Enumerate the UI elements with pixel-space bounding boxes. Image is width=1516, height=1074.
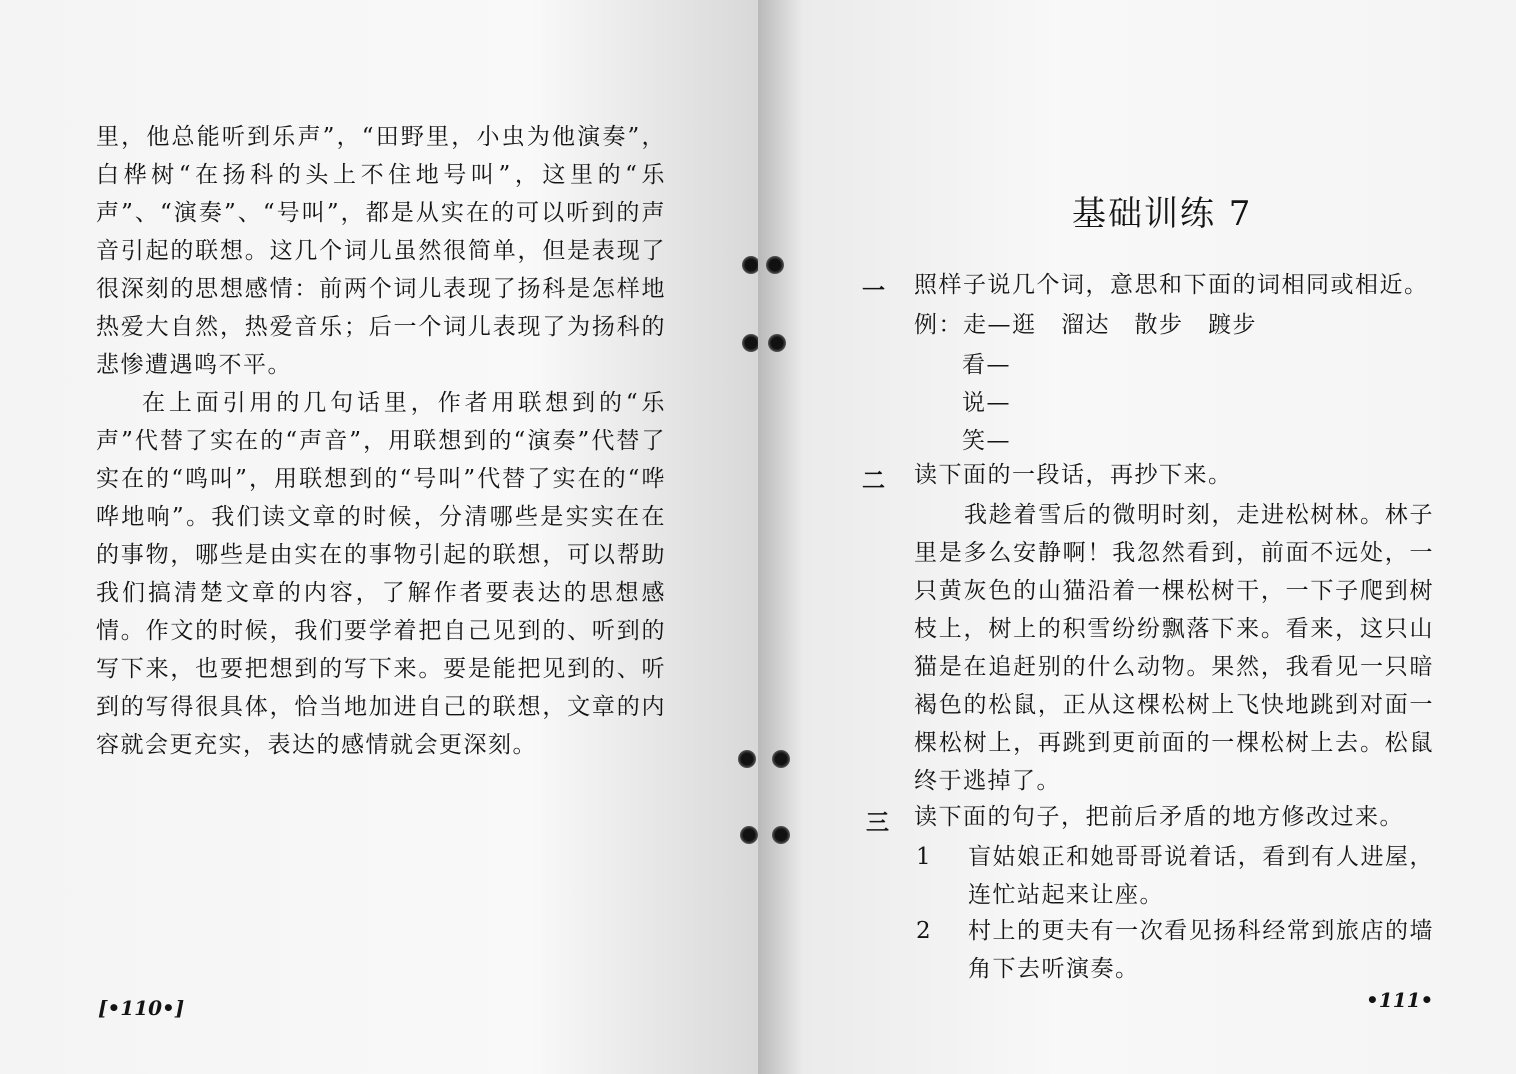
section-1-example: 例：走—逛 溜达 散步 踱步 [914, 312, 1257, 338]
section-1-instruction: 照样子说几个词，意思和下面的词相同或相近。 [914, 272, 1429, 298]
left-paragraph-1: 里，他总能听到乐声”，“田野里，小虫为他演奏”，白桦树“在扬科的头上不住地号叫”，这里的“乐声”、“演奏”、“号叫”，都是从实在的可以听到的声音引起的联想。这几个词儿虽然很简单，但是表现了很深刻的思想感情：前两个词儿表现了扬科是怎样地热爱大自然，热爱音乐；后一个词儿表现了为扬科的悲惨遭遇鸣不平。 [96, 124, 666, 378]
page-number-right: •111• [1366, 988, 1434, 1012]
section-1-item: 说— [962, 390, 1011, 416]
section-3-item-number: 2 [916, 918, 933, 944]
section-2-passage: 我趁着雪后的微明时刻，走进松树林。林子里是多么安静啊！我忽然看到，前面不远处，一只黄灰色的山猫沿着一棵松树干，一下子爬到树枝上，树上的积雪纷纷飘落下来。看来，这只山猫是在追赶别的什么动物。果然，我看见一只暗褐色的松鼠，正从这棵松树上飞快地跳到对面一棵松树上，再跳到更前面的一棵松树上去。松鼠终于逃掉了。 [914, 502, 1434, 794]
exercise-title: 基础训练 7 [1072, 194, 1253, 234]
section-1-item: 笑— [962, 428, 1011, 454]
binding-hole [768, 334, 786, 352]
section-3-instruction: 读下面的句子，把前后矛盾的地方修改过来。 [914, 804, 1404, 830]
bleed-through-text [120, 790, 144, 821]
binding-hole [772, 750, 790, 768]
section-2-instruction: 读下面的一段话，再抄下来。 [914, 462, 1233, 488]
binding-hole [772, 826, 790, 844]
section-1-number: 一 [862, 277, 885, 304]
section-3-item-number: 1 [916, 844, 933, 870]
binding-hole [738, 750, 756, 768]
binding-hole [766, 256, 784, 274]
page-number-left: [•110•] [98, 996, 185, 1020]
binding-hole [740, 826, 758, 844]
section-3-number: 三 [866, 809, 889, 836]
section-1-item: 看— [962, 352, 1011, 378]
left-paragraph-2: 在上面引用的几句话里，作者用联想到的“乐声”代替了实在的“声音”，用联想到的“演奏”代替了实在的“鸣叫”，用联想到的“号叫”代替了实在的“哗哗地响”。我们读文章的时候，分清哪些是实实在在的事物，哪些是由实在的事物引起的联想，可以帮助我们搞清楚文章的内容，了解作者要表达的思想感情。作文的时候，我们要学着把自己见到的、听到的写下来，也要把想到的写下来。要是能把见到的、听到的写得很具体，恰当地加进自己的联想，文章的内容就会更充实，表达的感情就会更深刻。 [96, 390, 666, 758]
section-2-number: 二 [862, 467, 885, 494]
section-3-item-text: 村上的更夫有一次看见扬科经常到旅店的墙角下去听演奏。 [968, 918, 1434, 982]
section-3-item-text: 盲姑娘正和她哥哥说着话，看到有人进屋，连忙站起来让座。 [968, 844, 1434, 908]
